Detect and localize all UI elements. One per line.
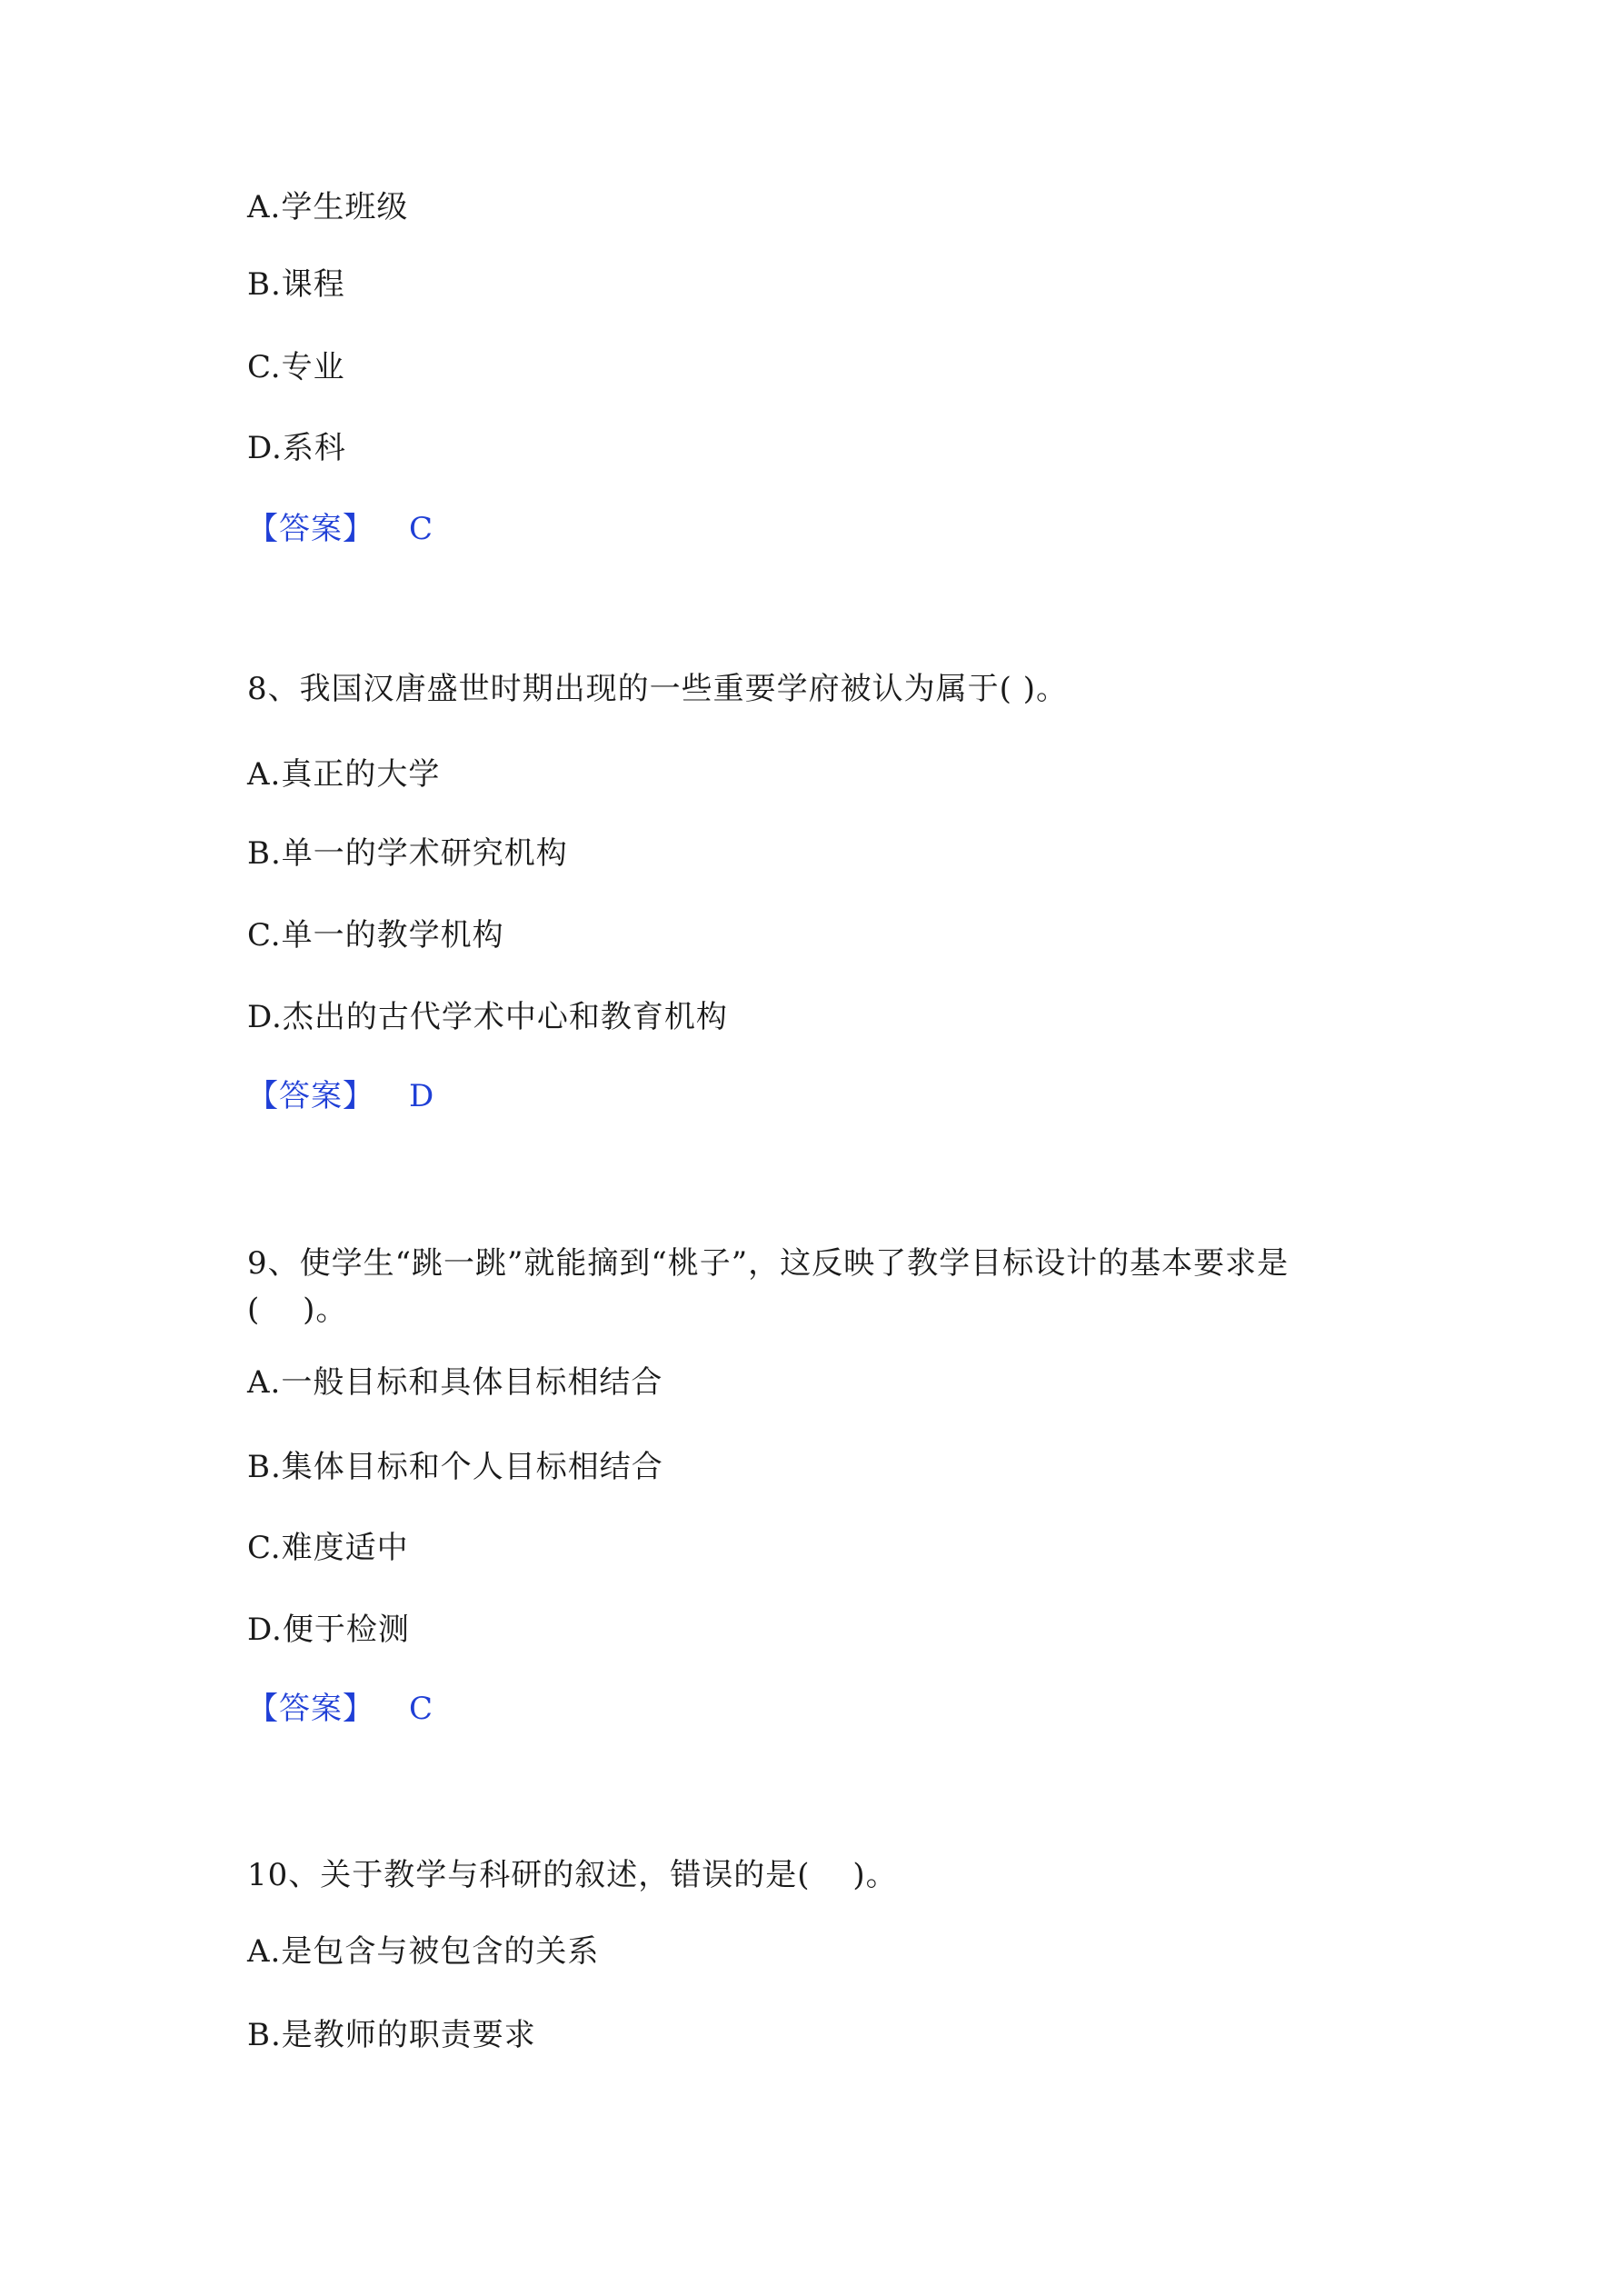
option-a: A.是包含与被包含的关系: [247, 1933, 600, 1970]
option-c: C.专业: [247, 349, 345, 385]
option-c: C.单一的教学机构: [247, 917, 504, 953]
option-d: D.杰出的古代学术中心和教育机构: [247, 999, 728, 1035]
answer-value: D: [409, 1078, 435, 1114]
answer-label: 【答案】: [247, 511, 374, 547]
answer-value: C: [409, 1691, 434, 1727]
answer-label: 【答案】: [247, 1078, 374, 1114]
answer-line: [247, 1078, 434, 1114]
option-b: B.是教师的职责要求: [247, 2017, 536, 2053]
option-b: B.课程: [247, 266, 345, 303]
option-b: B.单一的学术研究机构: [247, 835, 568, 872]
question-text: 10、关于教学与科研的叙述，错误的是( )。: [247, 1857, 898, 1893]
question-text: 8、我国汉唐盛世时期出现的一些重要学府被认为属于( )。: [247, 671, 1068, 707]
answer-value: C: [409, 511, 434, 547]
question-text-line1: 9、使学生“跳一跳”就能摘到“桃子”，这反映了教学目标设计的基本要求是: [247, 1245, 1290, 1282]
answer-label: 【答案】: [247, 1691, 374, 1727]
option-d: D.系科: [247, 430, 346, 466]
option-a: A.一般目标和具体目标相结合: [247, 1364, 663, 1401]
option-a: A.真正的大学: [247, 756, 441, 793]
question-text-line2: ( )。: [247, 1292, 348, 1328]
answer-line: [247, 511, 433, 547]
option-d: D.便于检测: [247, 1612, 410, 1648]
answer-line: [247, 1691, 433, 1727]
option-c: C.难度适中: [247, 1530, 409, 1566]
option-a: A.学生班级: [247, 189, 409, 225]
option-b: B.集体目标和个人目标相结合: [247, 1449, 663, 1485]
